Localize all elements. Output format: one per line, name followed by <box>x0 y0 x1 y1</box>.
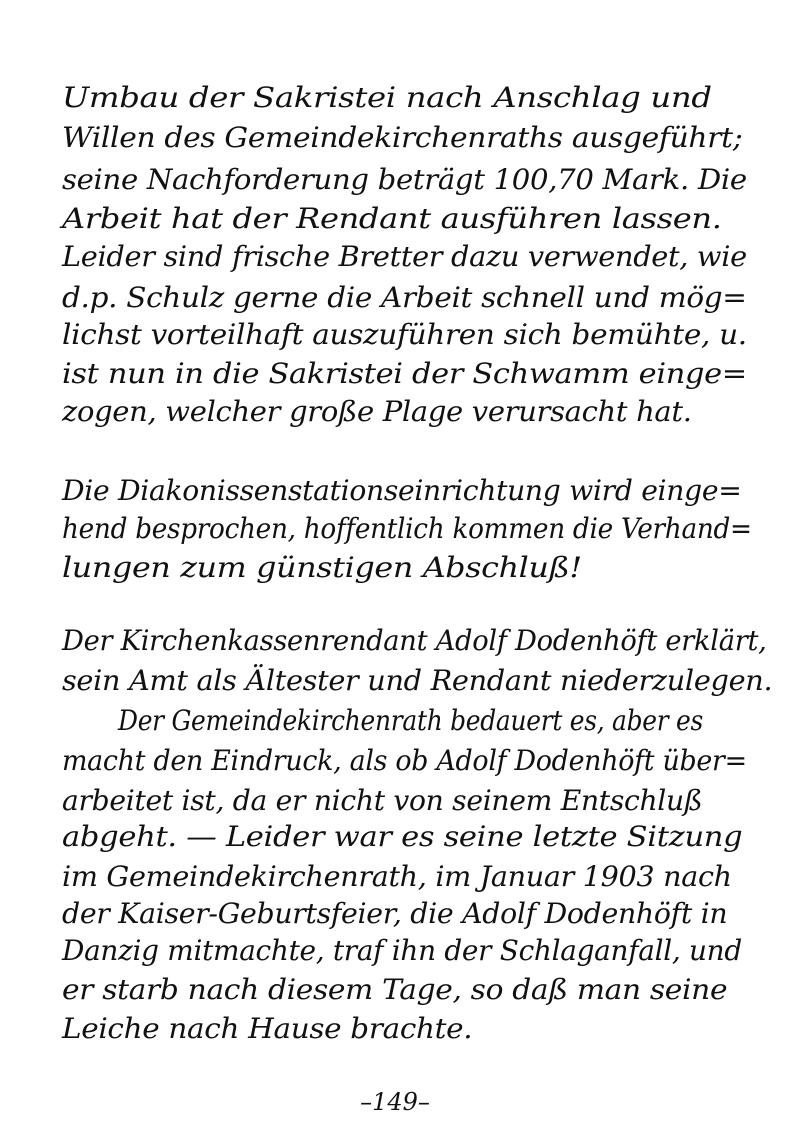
text-line: seine Nachforderung beträgt 100,70 Mark. Die <box>62 163 747 196</box>
text-line: lungen zum günstigen Abschluß! <box>62 551 582 584</box>
text-line: Der Kirchenkassenrendant Adolf Dodenhöft erklärt, <box>62 624 767 657</box>
text-line: Danzig mitmachte, traf ihn der Schlaganfall, und <box>62 934 742 967</box>
text-line: er starb nach diesem Tage, so daß man seine <box>62 973 728 1006</box>
text-line: sein Amt als Ältester und Rendant niederzulegen. <box>62 664 773 697</box>
text-line: der Kaiser-Geburtsfeier, die Adolf Dodenhöft in <box>62 897 728 930</box>
text-line: d.p. Schulz gerne die Arbeit schnell und mög= <box>62 281 747 314</box>
text-line: Willen des Gemeindekirchenraths ausgeführt; <box>62 121 743 154</box>
text-line: zogen, welcher große Plage verursacht hat. <box>62 395 692 428</box>
text-line: Leiche nach Hause brachte. <box>62 1012 473 1045</box>
text-line: Umbau der Sakristei nach Anschlag und <box>62 81 712 114</box>
text-line: arbeitet ist, da er nicht von seinem Entschluß <box>62 784 703 817</box>
text-line: macht den Eindruck, als ob Adolf Dodenhöft über= <box>62 744 747 777</box>
text-line: im Gemeindekirchenrath, im Januar 1903 nach <box>62 860 732 893</box>
text-line: lichst vorteilhaft auszuführen sich bemühte, u. <box>62 318 747 351</box>
page-number: –149– <box>360 1088 430 1116</box>
text-line: hend besprochen, hoffentlich kommen die Verhand= <box>62 512 752 545</box>
text-line: Die Diakonissenstationseinrichtung wird einge= <box>62 474 742 507</box>
text-line: Arbeit hat der Rendant ausführen lassen. <box>62 202 722 235</box>
text-line: ist nun in die Sakristei der Schwamm einge= <box>62 357 747 390</box>
text-line: abgeht. — Leider war es seine letzte Sitzung <box>62 820 743 853</box>
text-line: Leider sind frische Bretter dazu verwendet, wie <box>62 240 747 273</box>
text-line: Der Gemeindekirchenrath bedauert es, aber es <box>118 704 703 737</box>
